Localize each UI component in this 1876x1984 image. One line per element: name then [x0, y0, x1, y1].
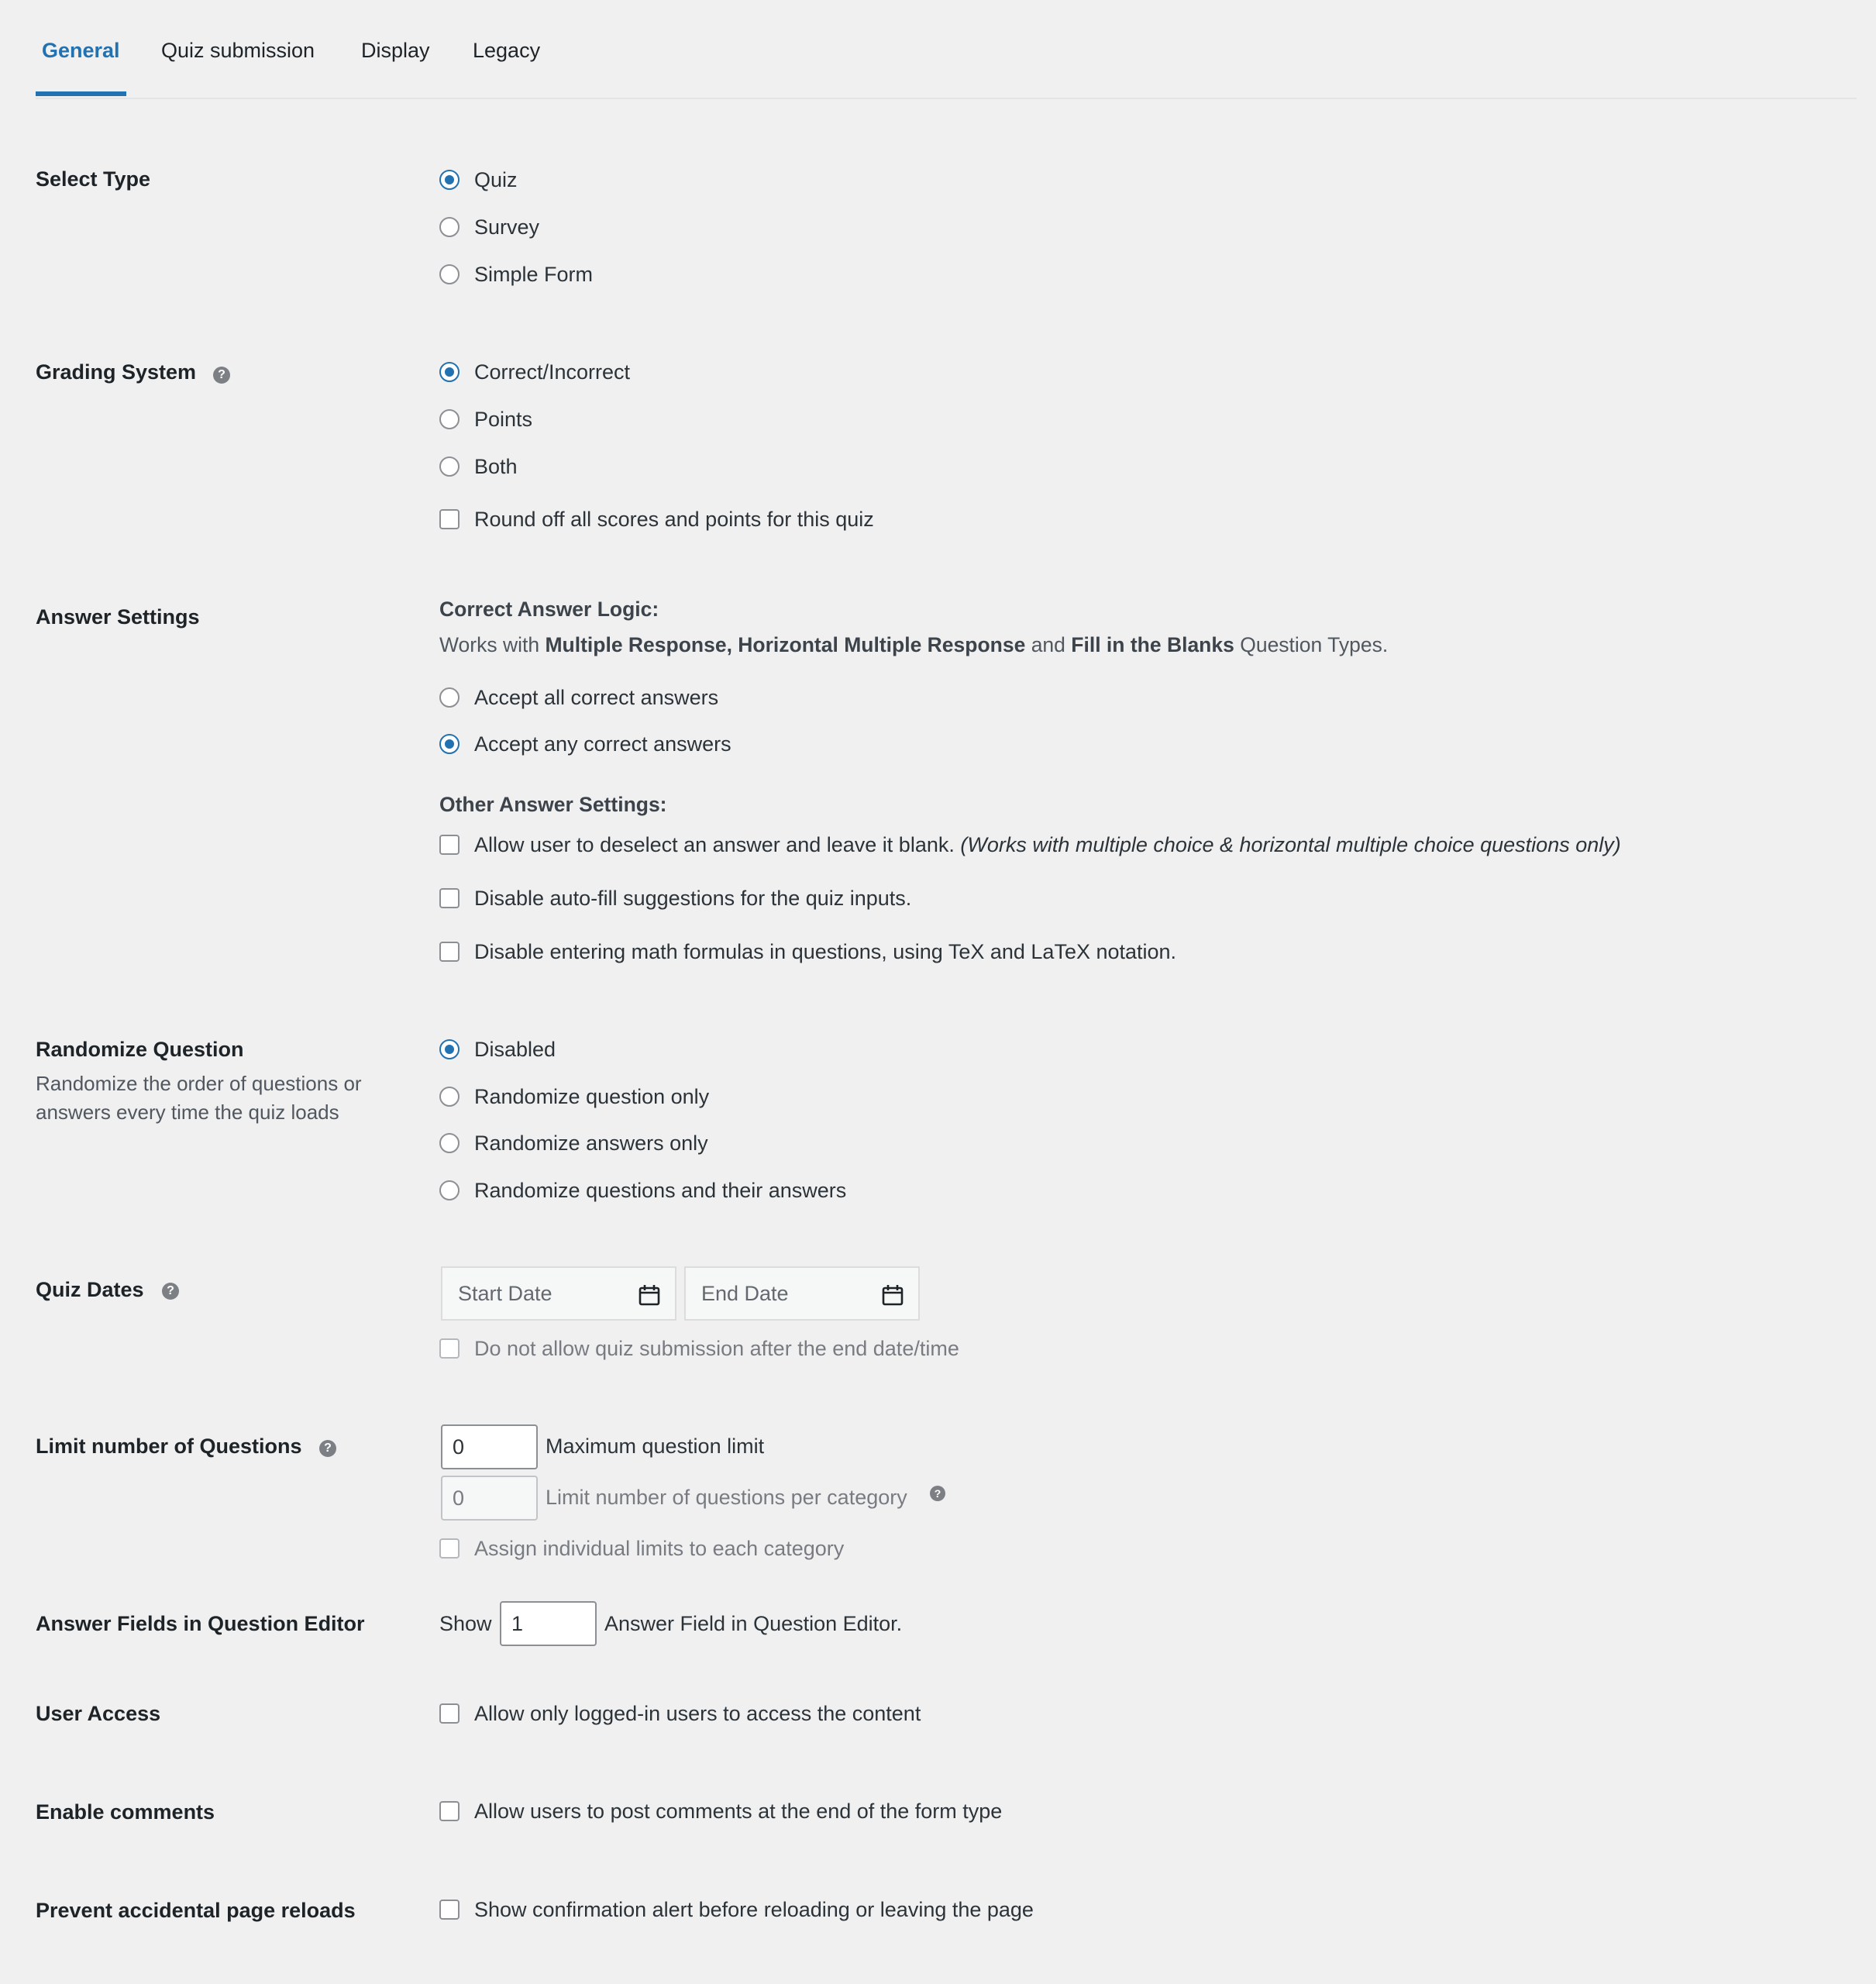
per-category-limit-input[interactable]: 0: [441, 1476, 538, 1521]
select-type-survey-radio[interactable]: [439, 214, 539, 240]
checkbox-label: Allow only logged-in users to access the content: [474, 1701, 921, 1725]
answer-fields-label: Answer Fields in Question Editor: [36, 1612, 365, 1635]
tab-quiz-submission[interactable]: Quiz submission: [161, 39, 315, 62]
radio[interactable]: [439, 1133, 460, 1153]
randomize-question-only-radio[interactable]: [439, 1083, 709, 1110]
randomize-description: Randomize the order of questions or answers every time the quiz loads: [36, 1072, 362, 1124]
radio-label: Quiz: [474, 167, 518, 191]
grading-both-radio[interactable]: [439, 453, 518, 480]
disable-autofill-checkbox[interactable]: [439, 885, 911, 911]
answer-fields-show-text: Show: [439, 1612, 492, 1635]
checkbox[interactable]: [439, 1338, 460, 1359]
radio-label: Randomize questions and their answers: [474, 1178, 847, 1202]
radio-label: Randomize answers only: [474, 1131, 708, 1155]
question-circle-icon[interactable]: ?: [213, 367, 230, 384]
checkbox-label: Allow users to post comments at the end of the form type: [474, 1799, 1003, 1823]
answer-settings-label: Answer Settings: [36, 605, 200, 629]
checkbox[interactable]: [439, 1703, 460, 1724]
calendar-icon[interactable]: [638, 1283, 661, 1307]
question-circle-icon[interactable]: ?: [930, 1486, 945, 1501]
randomize-disabled-radio[interactable]: [439, 1036, 556, 1063]
answer-logic-note: Works with Multiple Response, Horizontal Multiple Response and Fill in the Blanks Question Types.: [439, 633, 1389, 656]
radio-label: Randomize question only: [474, 1084, 710, 1108]
radio-checked[interactable]: [439, 1039, 460, 1059]
answer-fields-count-input[interactable]: 1: [500, 1601, 597, 1646]
radio-label: Points: [474, 407, 533, 431]
radio-label: Disabled: [474, 1037, 556, 1061]
deselect-answer-checkbox[interactable]: [439, 832, 1621, 858]
checkbox-label: Round off all scores and points for this quiz: [474, 507, 874, 531]
checkbox-label: Show confirmation alert before reloading or leaving the page: [474, 1897, 1034, 1921]
checkbox[interactable]: [439, 509, 460, 529]
grading-system-label: Grading System: [36, 360, 197, 384]
radio[interactable]: [439, 687, 460, 708]
radio-checked[interactable]: [439, 734, 460, 754]
checkbox-label: Assign individual limits to each category: [474, 1536, 845, 1560]
accept-any-correct-radio[interactable]: [439, 731, 731, 757]
radio[interactable]: [439, 1180, 460, 1200]
calendar-icon[interactable]: [881, 1283, 904, 1307]
individual-category-limits-checkbox[interactable]: [439, 1535, 844, 1562]
active-tab-indicator: [36, 91, 126, 96]
quiz-dates-label: Quiz Dates: [36, 1278, 144, 1301]
disable-math-checkbox[interactable]: [439, 939, 1176, 965]
prevent-reloads-label: Prevent accidental page reloads: [36, 1899, 356, 1922]
confirm-reload-checkbox[interactable]: [439, 1896, 1034, 1923]
select-type-simple-form-radio[interactable]: [439, 261, 593, 288]
select-type-label: Select Type: [36, 167, 151, 191]
max-question-limit-label: Maximum question limit: [546, 1435, 765, 1458]
radio-label: Survey: [474, 215, 540, 239]
radio-label: Accept all correct answers: [474, 685, 719, 709]
grading-points-radio[interactable]: [439, 406, 532, 432]
radio[interactable]: [439, 409, 460, 429]
checkbox-label: Allow user to deselect an answer and leave it blank. (Works with multiple choice & horizontal multiple choice questions only): [474, 832, 1621, 856]
accept-all-correct-radio[interactable]: [439, 684, 718, 711]
radio-label: Accept any correct answers: [474, 732, 731, 756]
radio[interactable]: [439, 1087, 460, 1107]
select-type-quiz-radio[interactable]: [439, 167, 518, 193]
radio[interactable]: [439, 456, 460, 477]
start-date-placeholder: Start Date: [458, 1281, 552, 1305]
logged-in-only-checkbox[interactable]: [439, 1700, 921, 1727]
randomize-both-radio[interactable]: [439, 1177, 846, 1204]
radio-checked[interactable]: [439, 170, 460, 190]
checkbox[interactable]: [439, 942, 460, 962]
checkbox[interactable]: [439, 1538, 460, 1559]
radio[interactable]: [439, 264, 460, 284]
checkbox-label: Do not allow quiz submission after the end date/time: [474, 1336, 959, 1360]
radio-checked[interactable]: [439, 362, 460, 382]
grading-correct-incorrect-radio[interactable]: [439, 359, 630, 385]
checkbox-label: Disable auto-fill suggestions for the quiz inputs.: [474, 886, 912, 910]
limit-questions-label: Limit number of Questions: [36, 1435, 302, 1458]
radio[interactable]: [439, 217, 460, 237]
checkbox-label: Disable entering math formulas in questions, using TeX and LaTeX notation.: [474, 939, 1177, 963]
randomize-answers-only-radio[interactable]: [439, 1130, 708, 1156]
randomize-question-label: Randomize Question: [36, 1038, 244, 1061]
correct-answer-logic-heading: Correct Answer Logic:: [439, 598, 659, 621]
settings-tabs: [36, 0, 1857, 99]
tab-display[interactable]: Display: [361, 39, 430, 62]
tab-general[interactable]: General: [42, 39, 120, 62]
radio-label: Simple Form: [474, 262, 594, 286]
other-answer-settings-heading: Other Answer Settings:: [439, 793, 667, 816]
checkbox[interactable]: [439, 1900, 460, 1920]
radio-label: Correct/Incorrect: [474, 360, 631, 384]
question-circle-icon[interactable]: ?: [319, 1440, 336, 1457]
tab-legacy[interactable]: Legacy: [473, 39, 541, 62]
end-date-input[interactable]: [684, 1266, 920, 1321]
radio-label: Both: [474, 454, 518, 478]
checkbox[interactable]: [439, 835, 460, 855]
per-category-limit-label: Limit number of questions per category: [546, 1486, 907, 1509]
no-submission-after-end-checkbox[interactable]: [439, 1335, 959, 1362]
checkbox[interactable]: [439, 888, 460, 908]
max-question-limit-input[interactable]: 0: [441, 1424, 538, 1469]
round-off-checkbox[interactable]: [439, 506, 874, 532]
end-date-placeholder: End Date: [701, 1281, 789, 1305]
start-date-input[interactable]: [441, 1266, 676, 1321]
answer-fields-suffix: Answer Field in Question Editor.: [604, 1612, 903, 1635]
user-access-label: User Access: [36, 1702, 161, 1725]
checkbox[interactable]: [439, 1801, 460, 1821]
enable-comments-label: Enable comments: [36, 1800, 215, 1824]
question-circle-icon[interactable]: ?: [162, 1283, 179, 1300]
allow-comments-checkbox[interactable]: [439, 1798, 1002, 1824]
